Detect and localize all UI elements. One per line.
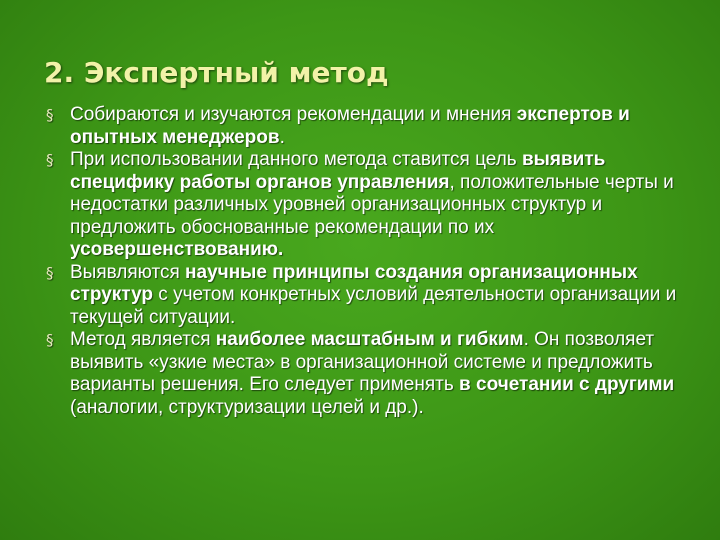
bullet-list — [46, 104, 686, 419]
bullet-text: (аналогии, структуризации целей и др.). — [70, 396, 424, 418]
bullet-marker-icon: § — [46, 151, 54, 169]
bullet-text: с учетом конкретных условий деятельности организации и текущей ситуации. — [70, 284, 677, 328]
bullet-text: При использовании данного метода ставится цель — [70, 149, 522, 170]
bullet-item — [46, 262, 686, 330]
bullet-text: , положительные черты и недостатки различных уровней организационных структур и предложить обоснованные рекомендации по их — [70, 171, 674, 238]
bullet-marker-icon: § — [46, 106, 54, 124]
bullet-item — [46, 329, 686, 419]
slide-title: 2. Экспертный метод — [44, 56, 389, 89]
bullet-item — [46, 149, 686, 262]
bullet-item — [46, 104, 686, 149]
bullet-text-bold: выявить специфику работы органов управления — [70, 149, 606, 193]
bullet-text-bold: в сочетании с другими — [459, 374, 675, 395]
bullet-text: Метод является — [70, 329, 216, 350]
bullet-text: Собираются и изучаются рекомендации и мнения — [70, 104, 517, 125]
bullet-text-bold: усовершенствованию. — [70, 239, 284, 260]
bullet-text-bold: наиболее масштабным и гибким — [215, 329, 524, 350]
bullet-marker-icon: § — [46, 331, 54, 349]
bullet-text-bold: научные принципы создания организационных структур — [70, 261, 638, 305]
bullet-text-bold: экспертов и опытных менеджеров — [70, 104, 630, 148]
bullet-marker-icon: § — [46, 263, 54, 282]
bullet-text: Выявляются — [70, 261, 186, 283]
bullet-text: . Он позволяет выявить «узкие места» в организационной системе и предложить варианты решения. Его следует применять — [70, 329, 655, 395]
bullet-text: . — [279, 126, 285, 148]
